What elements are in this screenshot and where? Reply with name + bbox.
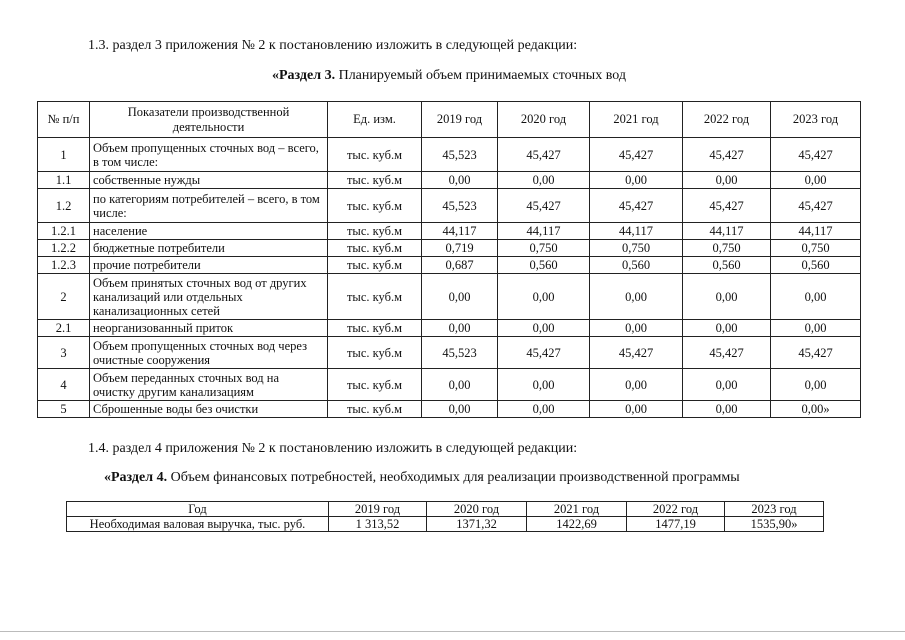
row-value-2022: 45,427 xyxy=(683,337,771,369)
table-row xyxy=(38,274,861,320)
row-value-2023: 0,560 xyxy=(771,257,861,274)
row-indicator: прочие потребители xyxy=(90,257,328,274)
section4-header-row xyxy=(67,502,824,517)
row-num: 3 xyxy=(38,337,90,369)
row-indicator: Объем пропущенных сточных вод – всего, в том числе: xyxy=(90,138,328,172)
row-value-2020: 0,750 xyxy=(498,240,590,257)
table-row xyxy=(38,138,861,172)
row-num: 1.2 xyxy=(38,189,90,223)
row-value-2020: 0,00 xyxy=(498,401,590,418)
section3-header-row xyxy=(38,102,861,138)
row-value-2022: 0,560 xyxy=(683,257,771,274)
row-value-2019: 0,00 xyxy=(422,172,498,189)
header-indicator: Показатели производственной деятельности xyxy=(90,102,328,138)
row-num: 1.2.2 xyxy=(38,240,90,257)
row-value-2021: 0,00 xyxy=(590,274,683,320)
row-value-2019: 0,00 xyxy=(422,274,498,320)
s4-value-2023: 1535,90» xyxy=(725,517,824,532)
row-value-2020: 0,00 xyxy=(498,172,590,189)
table-row xyxy=(38,320,861,337)
row-value-2020: 0,00 xyxy=(498,320,590,337)
table-row xyxy=(38,401,861,418)
row-value-2023: 45,427 xyxy=(771,138,861,172)
row-value-2023: 45,427 xyxy=(771,189,861,223)
row-unit: тыс. куб.м xyxy=(328,189,422,223)
row-num: 4 xyxy=(38,369,90,401)
row-num: 1 xyxy=(38,138,90,172)
row-value-2022: 0,00 xyxy=(683,401,771,418)
row-unit: тыс. куб.м xyxy=(328,138,422,172)
row-value-2023: 0,750 xyxy=(771,240,861,257)
row-value-2020: 45,427 xyxy=(498,189,590,223)
section4-title-rest: Объем финансовых потребностей, необходимых для реализации производственной программы xyxy=(167,470,740,485)
s4-value-2020: 1371,32 xyxy=(427,517,527,532)
paragraph-1-3: 1.3. раздел 3 приложения № 2 к постановлению изложить в следующей редакции: xyxy=(88,38,578,53)
row-indicator: Объем пропущенных сточных вод через очистные сооружения xyxy=(90,337,328,369)
table-row xyxy=(38,172,861,189)
row-indicator: по категориям потребителей – всего, в том числе: xyxy=(90,189,328,223)
table-row xyxy=(38,337,861,369)
row-value-2022: 0,750 xyxy=(683,240,771,257)
row-num: 2 xyxy=(38,274,90,320)
row-unit: тыс. куб.м xyxy=(328,320,422,337)
s4-value-2019: 1 313,52 xyxy=(329,517,427,532)
header-2022: 2022 год xyxy=(683,102,771,138)
header-2021: 2021 год xyxy=(590,102,683,138)
row-unit: тыс. куб.м xyxy=(328,223,422,240)
header-2020: 2020 год xyxy=(498,102,590,138)
row-num: 2.1 xyxy=(38,320,90,337)
s4-header-2022: 2022 год xyxy=(627,502,725,517)
row-unit: тыс. куб.м xyxy=(328,172,422,189)
row-value-2020: 0,560 xyxy=(498,257,590,274)
row-value-2022: 0,00 xyxy=(683,320,771,337)
header-2019: 2019 год xyxy=(422,102,498,138)
row-num: 1.2.3 xyxy=(38,257,90,274)
table-row xyxy=(38,240,861,257)
row-value-2020: 44,117 xyxy=(498,223,590,240)
row-value-2021: 44,117 xyxy=(590,223,683,240)
row-num: 1.2.1 xyxy=(38,223,90,240)
row-value-2022: 0,00 xyxy=(683,369,771,401)
row-unit: тыс. куб.м xyxy=(328,274,422,320)
row-value-2023: 0,00» xyxy=(771,401,861,418)
section3-table xyxy=(37,101,861,418)
row-value-2021: 45,427 xyxy=(590,138,683,172)
row-value-2021: 0,00 xyxy=(590,172,683,189)
row-indicator: бюджетные потребители xyxy=(90,240,328,257)
row-value-2021: 0,00 xyxy=(590,401,683,418)
row-value-2019: 0,719 xyxy=(422,240,498,257)
row-value-2023: 0,00 xyxy=(771,172,861,189)
header-unit: Ед. изм. xyxy=(328,102,422,138)
s4-header-2020: 2020 год xyxy=(427,502,527,517)
row-indicator: население xyxy=(90,223,328,240)
row-value-2022: 44,117 xyxy=(683,223,771,240)
section4-title xyxy=(104,470,740,486)
row-indicator: собственные нужды xyxy=(90,172,328,189)
row-indicator: Объем переданных сточных вод на очистку другим канализациям xyxy=(90,369,328,401)
row-value-2019: 0,00 xyxy=(422,320,498,337)
row-unit: тыс. куб.м xyxy=(328,401,422,418)
row-value-2021: 0,00 xyxy=(590,320,683,337)
row-value-2019: 44,117 xyxy=(422,223,498,240)
row-value-2019: 0,00 xyxy=(422,369,498,401)
paragraph-1-4: 1.4. раздел 4 приложения № 2 к постановлению изложить в следующей редакции: xyxy=(88,441,578,456)
table-row xyxy=(38,257,861,274)
row-indicator: неорганизованный приток xyxy=(90,320,328,337)
section3-title-bold: «Раздел 3. xyxy=(272,68,336,83)
row-value-2020: 45,427 xyxy=(498,138,590,172)
row-indicator: Сброшенные воды без очистки xyxy=(90,401,328,418)
s4-header-2023: 2023 год xyxy=(725,502,824,517)
page-bottom-rule xyxy=(0,631,905,632)
row-value-2023: 0,00 xyxy=(771,369,861,401)
section3-title-rest: Планируемый объем принимаемых сточных вод xyxy=(335,68,626,83)
row-num: 1.1 xyxy=(38,172,90,189)
row-value-2021: 0,560 xyxy=(590,257,683,274)
row-value-2021: 45,427 xyxy=(590,337,683,369)
s4-value-2022: 1477,19 xyxy=(627,517,725,532)
row-value-2019: 0,00 xyxy=(422,401,498,418)
row-value-2023: 44,117 xyxy=(771,223,861,240)
row-value-2020: 45,427 xyxy=(498,337,590,369)
section4-data-row xyxy=(67,517,824,532)
row-value-2022: 0,00 xyxy=(683,274,771,320)
header-2023: 2023 год xyxy=(771,102,861,138)
table-row xyxy=(38,223,861,240)
header-num: № п/п xyxy=(38,102,90,138)
row-value-2019: 45,523 xyxy=(422,189,498,223)
row-value-2021: 0,00 xyxy=(590,369,683,401)
section3-title xyxy=(272,68,626,84)
row-unit: тыс. куб.м xyxy=(328,369,422,401)
row-value-2021: 0,750 xyxy=(590,240,683,257)
row-unit: тыс. куб.м xyxy=(328,257,422,274)
row-value-2023: 0,00 xyxy=(771,320,861,337)
s4-row-label: Необходимая валовая выручка, тыс. руб. xyxy=(67,517,329,532)
row-value-2019: 45,523 xyxy=(422,337,498,369)
row-value-2020: 0,00 xyxy=(498,369,590,401)
table-row xyxy=(38,189,861,223)
row-value-2020: 0,00 xyxy=(498,274,590,320)
section4-table xyxy=(66,501,824,532)
section4-title-bold: «Раздел 4. xyxy=(104,470,168,485)
row-indicator: Объем принятых сточных вод от других канализаций или отдельных канализационных сетей xyxy=(90,274,328,320)
row-value-2021: 45,427 xyxy=(590,189,683,223)
s4-value-2021: 1422,69 xyxy=(527,517,627,532)
row-value-2019: 0,687 xyxy=(422,257,498,274)
s4-header-2021: 2021 год xyxy=(527,502,627,517)
row-value-2023: 45,427 xyxy=(771,337,861,369)
row-value-2022: 45,427 xyxy=(683,138,771,172)
row-value-2019: 45,523 xyxy=(422,138,498,172)
row-unit: тыс. куб.м xyxy=(328,337,422,369)
row-num: 5 xyxy=(38,401,90,418)
row-value-2022: 45,427 xyxy=(683,189,771,223)
row-value-2022: 0,00 xyxy=(683,172,771,189)
table-row xyxy=(38,369,861,401)
row-value-2023: 0,00 xyxy=(771,274,861,320)
s4-header-year: Год xyxy=(67,502,329,517)
s4-header-2019: 2019 год xyxy=(329,502,427,517)
row-unit: тыс. куб.м xyxy=(328,240,422,257)
